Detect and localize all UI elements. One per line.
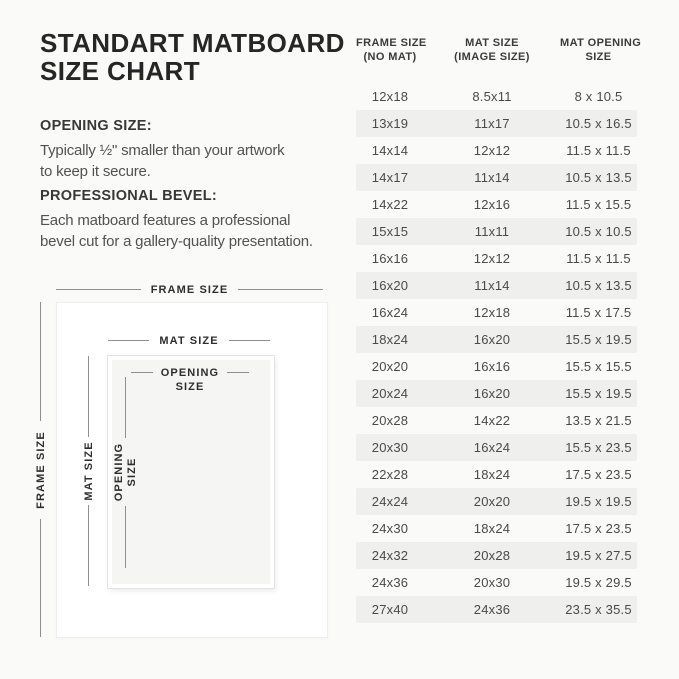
- table-cell: 15.5 x 15.5: [565, 359, 632, 374]
- header-mat-size-line2: (IMAGE SIZE): [454, 51, 530, 63]
- table-cell: 15.5 x 23.5: [565, 440, 632, 455]
- table-cell: 11.5 x 17.5: [565, 305, 632, 320]
- opening-size-section: [40, 118, 284, 182]
- frame-size-vline-bottom: [40, 519, 41, 637]
- table-cell: 15.5 x 19.5: [565, 386, 632, 401]
- table-cell: 13x19: [371, 116, 409, 131]
- table-cell: 19.5 x 29.5: [565, 575, 632, 590]
- table-row: [356, 353, 637, 380]
- header-mat-size-line1: MAT SIZE: [465, 37, 519, 49]
- header-mat-opening-line2: SIZE: [585, 51, 612, 63]
- table-cell: 11.5 x 11.5: [566, 143, 631, 158]
- table-cell: 18x24: [473, 467, 511, 482]
- header-frame-size-line2: (NO MAT): [363, 51, 417, 63]
- table-cell: 12x12: [473, 251, 511, 266]
- frame-size-label-text: FRAME SIZE: [150, 283, 229, 296]
- table-cell: 18x24: [371, 332, 409, 347]
- header-mat-size: [424, 36, 560, 64]
- table-cell: 20x24: [371, 386, 409, 401]
- page-title-line1: STANDART MATBOARD: [40, 28, 345, 58]
- table-cell: 18x24: [473, 521, 511, 536]
- mat-size-label-line-right: [229, 340, 270, 341]
- table-cell: 11x14: [474, 170, 510, 185]
- table-cell: 27x40: [371, 602, 409, 617]
- table-row: [356, 272, 637, 299]
- table-cell: 14x22: [371, 197, 409, 212]
- table-cell: 17.5 x 23.5: [565, 467, 632, 482]
- table-cell: 24x36: [371, 575, 409, 590]
- professional-bevel-text-line2: bevel cut for a gallery-quality presentation.: [40, 233, 313, 250]
- table-cell: 17.5 x 23.5: [565, 521, 632, 536]
- opening-size-heading: OPENING SIZE:: [40, 118, 152, 134]
- table-cell: 16x24: [371, 305, 409, 320]
- table-cell: 20x28: [473, 548, 511, 563]
- frame-size-label-line-left: [56, 289, 141, 290]
- mat-size-vline-top: [88, 356, 89, 437]
- table-row: [356, 137, 637, 164]
- header-frame-size-line1: FRAME SIZE: [356, 37, 427, 49]
- opening-label-line-left: [131, 372, 153, 373]
- table-row: [356, 542, 637, 569]
- table-cell: 13.5 x 21.5: [565, 413, 632, 428]
- table-cell: 22x28: [371, 467, 409, 482]
- size-table-header: [356, 36, 642, 64]
- table-cell: 16x16: [473, 359, 511, 374]
- table-cell: 8.5x11: [472, 89, 512, 104]
- opening-label-text-line1: OPENING: [160, 366, 220, 379]
- table-cell: 11.5 x 15.5: [565, 197, 632, 212]
- table-cell: 10.5 x 13.5: [565, 278, 632, 293]
- opening-size-text-line1: Typically ½" smaller than your artwork: [40, 142, 285, 159]
- frame-size-vertical-label: FRAME SIZE: [35, 431, 47, 509]
- table-cell: 15.5 x 19.5: [565, 332, 632, 347]
- opening-size-vline-bottom: [125, 506, 126, 568]
- table-cell: 24x24: [371, 494, 409, 509]
- mat-size-label-text: MAT SIZE: [159, 334, 219, 347]
- table-cell: 20x20: [371, 359, 409, 374]
- table-cell: 11x11: [474, 224, 510, 239]
- table-cell: 15x15: [371, 224, 409, 239]
- page-title: [40, 29, 345, 85]
- table-cell: 24x36: [473, 602, 511, 617]
- mat-size-vline-bottom: [88, 505, 89, 586]
- mat-size-vertical-label: MAT SIZE: [83, 441, 95, 501]
- table-cell: 10.5 x 16.5: [565, 116, 632, 131]
- table-row: [356, 569, 637, 596]
- frame-size-label-line-right: [238, 289, 323, 290]
- table-cell: 11x14: [474, 278, 510, 293]
- table-cell: 20x30: [371, 440, 409, 455]
- table-row: [356, 434, 637, 461]
- table-cell: 10.5 x 10.5: [565, 224, 632, 239]
- mat-size-horizontal-label: [108, 334, 270, 347]
- professional-bevel-section: [40, 188, 313, 252]
- table-cell: 16x20: [473, 332, 511, 347]
- opening-label-text-line2: SIZE: [175, 381, 205, 393]
- table-row: [356, 326, 637, 353]
- table-row: [356, 164, 637, 191]
- table-row: [356, 461, 637, 488]
- table-cell: 11x17: [474, 116, 510, 131]
- table-row: [356, 515, 637, 542]
- table-cell: 19.5 x 19.5: [565, 494, 632, 509]
- table-cell: 24x30: [371, 521, 409, 536]
- table-cell: 12x12: [473, 143, 511, 158]
- mat-size-label-line-left: [108, 340, 149, 341]
- opening-size-text-line2: to keep it secure.: [40, 163, 151, 180]
- table-cell: 12x18: [371, 89, 409, 104]
- table-cell: 12x18: [473, 305, 511, 320]
- table-cell: 24x32: [371, 548, 409, 563]
- opening-size-vline-top: [125, 377, 126, 438]
- professional-bevel-heading: PROFESSIONAL BEVEL:: [40, 188, 218, 204]
- table-cell: 23.5 x 35.5: [565, 602, 632, 617]
- header-mat-opening-line1: MAT OPENING: [560, 37, 642, 49]
- opening-label-line-right: [227, 372, 249, 373]
- table-row: [356, 110, 637, 137]
- professional-bevel-text-line1: Each matboard features a professional: [40, 212, 291, 229]
- table-row: [356, 596, 637, 623]
- table-cell: 16x16: [371, 251, 409, 266]
- header-frame-size: [356, 36, 427, 64]
- table-cell: 14x14: [371, 143, 409, 158]
- table-row: [356, 488, 637, 515]
- table-cell: 8 x 10.5: [574, 89, 623, 104]
- table-row: [356, 83, 637, 110]
- table-cell: 19.5 x 27.5: [565, 548, 632, 563]
- table-cell: 20x20: [473, 494, 511, 509]
- opening-size-vertical-line1: OPENING: [113, 442, 125, 502]
- table-cell: 14x22: [473, 413, 511, 428]
- table-row: [356, 380, 637, 407]
- table-cell: 16x20: [371, 278, 409, 293]
- table-row: [356, 245, 637, 272]
- frame-size-vline-top: [40, 302, 41, 421]
- opening-size-vertical-line2: SIZE: [126, 457, 138, 487]
- table-row: [356, 191, 637, 218]
- page-title-line2: SIZE CHART: [40, 56, 200, 86]
- opening-size-vertical-label: [113, 440, 139, 504]
- size-table-body: [356, 83, 637, 623]
- opening-size-horizontal-label: [131, 366, 249, 393]
- frame-size-horizontal-label: [56, 283, 323, 296]
- table-cell: 11.5 x 11.5: [566, 251, 631, 266]
- table-row: [356, 407, 637, 434]
- table-cell: 10.5 x 13.5: [565, 170, 632, 185]
- table-cell: 20x30: [473, 575, 511, 590]
- table-row: [356, 299, 637, 326]
- table-cell: 12x16: [473, 197, 511, 212]
- table-cell: 16x20: [473, 386, 511, 401]
- header-mat-opening: [560, 36, 642, 64]
- table-cell: 20x28: [371, 413, 409, 428]
- table-cell: 16x24: [473, 440, 511, 455]
- table-cell: 14x17: [371, 170, 409, 185]
- table-row: [356, 218, 637, 245]
